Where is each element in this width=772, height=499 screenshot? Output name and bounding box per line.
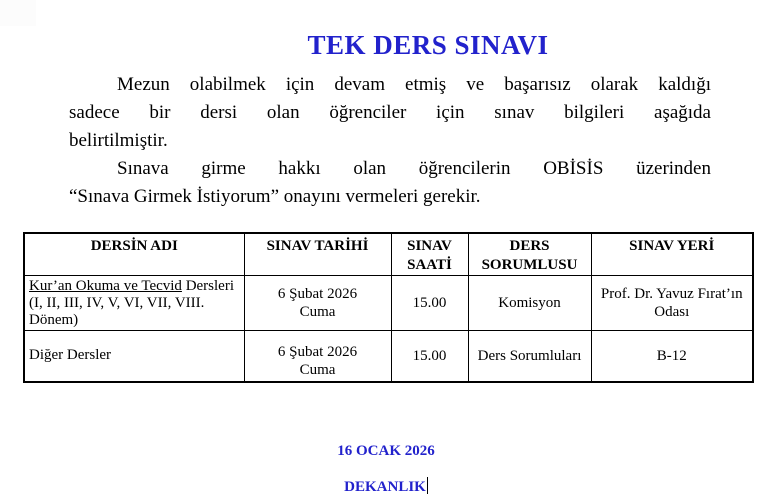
- exam-date: 6 Şubat 2026: [277, 286, 358, 302]
- exam-date: 6 Şubat 2026: [277, 343, 358, 360]
- table-header-row: [24, 233, 753, 276]
- exam-day: Cuma: [299, 361, 336, 378]
- exam-table: [23, 232, 754, 383]
- exam-table-container: [23, 232, 754, 383]
- cell-responsible: Komisyon: [468, 276, 591, 331]
- text-cursor: [427, 477, 428, 494]
- header-exam-time: SINAV SAATİ: [391, 233, 468, 276]
- cell-course-name: Diğer Dersler: [24, 331, 244, 382]
- header-responsible: DERS SORUMLUSU: [468, 233, 591, 276]
- exam-place-line1: Prof. Dr. Yavuz Fırat’ın: [600, 286, 743, 302]
- cell-exam-date: [244, 331, 391, 382]
- header-course-name: DERSİN ADI: [24, 233, 244, 276]
- cell-exam-time: 15.00: [391, 331, 468, 382]
- exam-place-line2: Odası: [654, 304, 690, 320]
- course-name-rest: Dersleri: [181, 278, 234, 294]
- course-name-line3: Dönem): [29, 312, 79, 328]
- footer-date: 16 OCAK 2026: [337, 443, 435, 459]
- paragraph2-line1: Sınava girme hakkı olan öğrencilerin OBİSİS üzerinden: [117, 158, 711, 179]
- cell-exam-time: 15.00: [391, 276, 468, 331]
- cell-course-name: [24, 276, 244, 331]
- exam-day: Cuma: [299, 304, 336, 320]
- paragraph1-line3: belirtilmiştir.: [69, 130, 168, 151]
- course-name-underlined: Kur’an Okuma ve Tecvid: [29, 278, 182, 294]
- table-row: [24, 331, 753, 382]
- paragraph1-line1: Mezun olabilmek için devam etmiş ve başarısız olarak kaldığı: [117, 74, 711, 95]
- table-row: [24, 276, 753, 331]
- cell-responsible: Ders Sorumluları: [468, 331, 591, 382]
- course-name-line2: (I, II, III, IV, V, VI, VII, VIII.: [29, 295, 205, 311]
- footer-signature: [0, 477, 772, 496]
- page-title: TEK DERS SINAVI: [307, 30, 549, 60]
- header-exam-place: SINAV YERİ: [591, 233, 753, 276]
- paragraph1-line2: sadece bir dersi olan öğrenciler için sınav bilgileri aşağıda: [69, 102, 711, 123]
- header-exam-date: SINAV TARİHİ: [244, 233, 391, 276]
- cell-exam-place: B-12: [591, 331, 753, 382]
- signature-text: DEKANLIK: [344, 479, 426, 495]
- paragraph2-line2: “Sınava Girmek İstiyorum” onayını vermeleri gerekir.: [69, 186, 481, 207]
- cell-exam-date: [244, 276, 391, 331]
- body-text: [69, 71, 711, 211]
- corner-shading: [0, 0, 36, 26]
- cell-exam-place: [591, 276, 753, 331]
